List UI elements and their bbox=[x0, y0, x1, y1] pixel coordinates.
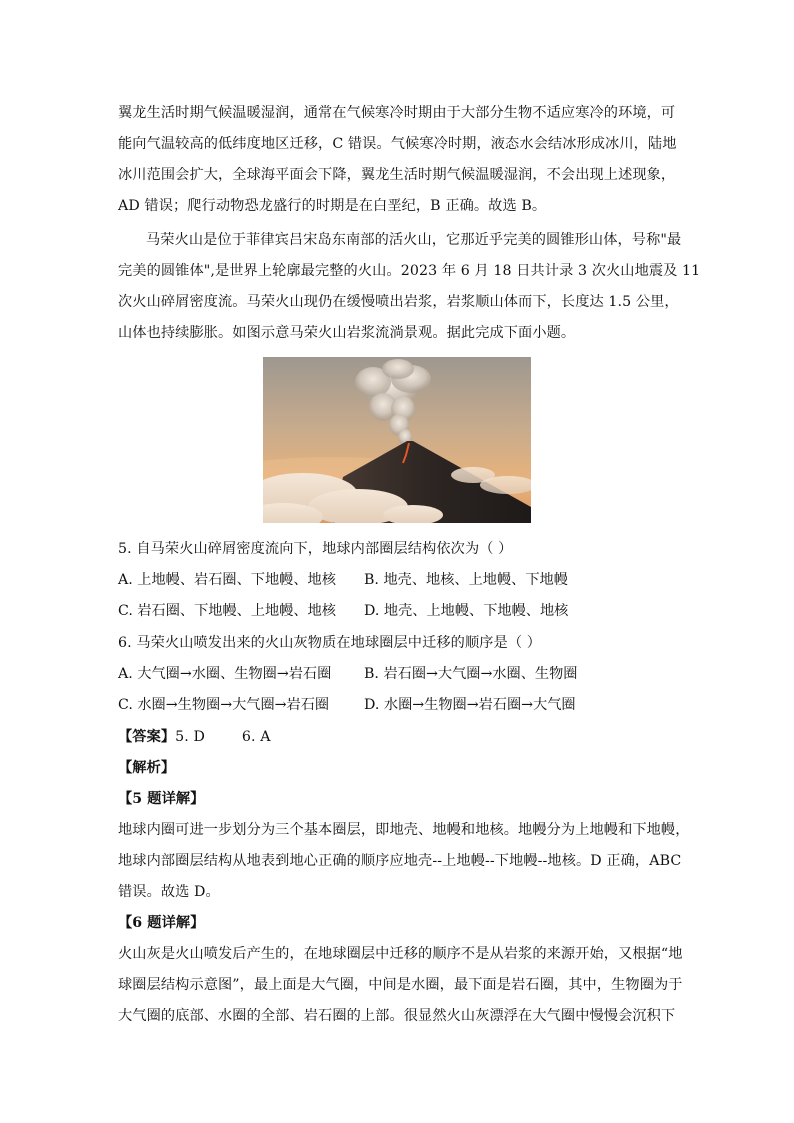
paragraph2-line-3: 次火山碎屑密度流。马荣火山现仍在缓慢喷出岩浆，岩浆顺山体而下，长度达 1.5 公里， bbox=[118, 294, 679, 310]
analysis-label: 【解析】 bbox=[118, 760, 176, 776]
paragraph2-line-1: 马荣火山是位于菲律宾吕宋岛东南部的活火山，它那近乎完美的圆锥形山体，号称"最 bbox=[146, 232, 682, 248]
paragraph1-line-3: 冰川范围会扩大，全球海平面会下降，翼龙生活时期气候温暖湿润，不会出现上述现象， bbox=[118, 167, 676, 183]
question5-option-a: A. 上地幔、岩石圈、下地幔、地核 bbox=[118, 572, 336, 588]
question5-option-d: D. 地壳、上地幔、下地幔、地核 bbox=[364, 603, 569, 619]
answer-label: 【答案】 bbox=[118, 729, 176, 745]
question6-option-d: D. 水圈→生物圈→岩石圈→大气圈 bbox=[364, 697, 576, 713]
question5-option-b: B. 地壳、地核、上地幔、下地幔 bbox=[364, 572, 568, 588]
q5-detail-label: 【5 题详解】 bbox=[118, 791, 205, 807]
question5-stem: 5. 自马荣火山碎屑密度流向下，地球内部圈层结构依次为（ ） bbox=[118, 541, 513, 557]
question6-option-c: C. 水圈→生物圈→大气圈→岩石圈 bbox=[118, 697, 330, 713]
answer-text: 5. D 6. A bbox=[175, 729, 271, 745]
q6-detail-line-3: 大气圈的底部、水圈的全部、岩石圈的上部。很显然火山灰漂浮在大气圈中慢慢会沉积下 bbox=[118, 1008, 676, 1024]
q6-detail-label: 【6 题详解】 bbox=[118, 915, 205, 931]
q5-detail-line-2: 地球内部圈层结构从地表到地心正确的顺序应地壳--上地幔--下地幔--地核。D 正确，ABC bbox=[118, 853, 682, 869]
paragraph1-line-1: 翼龙生活时期气候温暖湿润，通常在气候寒冷时期由于大部分生物不适应寒冷的环境，可 bbox=[118, 105, 676, 121]
q6-detail-line-2: 球圈层结构示意图”，最上面是大气圈，中间是水圈，最下面是岩石圈，其中，生物圈为于 bbox=[118, 977, 683, 993]
q5-detail-line-3: 错误。故选 D。 bbox=[118, 884, 220, 900]
paragraph2-line-2: 完美的圆锥体",是世界上轮廓最完整的火山。2023 年 6 月 18 日共计录 3 次火山地震及 11 bbox=[118, 263, 701, 279]
question6-stem: 6. 马荣火山喷发出来的火山灰物质在地球圈层中迁移的顺序是（ ） bbox=[118, 635, 542, 651]
question6-option-b: B. 岩石圈→大气圈→水圈、生物圈 bbox=[364, 666, 578, 682]
answer-line bbox=[118, 727, 688, 747]
volcano-photo bbox=[263, 357, 531, 523]
question5-option-c: C. 岩石圈、下地幔、上地幔、地核 bbox=[118, 603, 336, 619]
paragraph2-line-4: 山体也持续膨胀。如图示意马荣火山岩浆流淌景观。据此完成下面小题。 bbox=[118, 325, 576, 341]
paragraph1-line-4: AD 错误；爬行动物恐龙盛行的时期是在白垩纪，B 正确。故选 B。 bbox=[118, 198, 547, 214]
paragraph1-line-2: 能向气温较高的低纬度地区迁移，C 错误。气候寒冷时期，液态水会结冰形成冰川，陆地 bbox=[118, 136, 677, 152]
question6-option-a: A. 大气圈→水圈、生物圈→岩石圈 bbox=[118, 666, 332, 682]
q6-detail-line-1: 火山灰是火山喷发后产生的，在地球圈层中迁移的顺序不是从岩浆的来源开始，又根据“地 bbox=[118, 946, 683, 962]
q5-detail-line-1: 地球内圈可进一步划分为三个基本圈层，即地壳、地幔和地核。地幔分为上地幔和下地幔， bbox=[118, 822, 690, 838]
volcano-illustration bbox=[263, 357, 531, 523]
